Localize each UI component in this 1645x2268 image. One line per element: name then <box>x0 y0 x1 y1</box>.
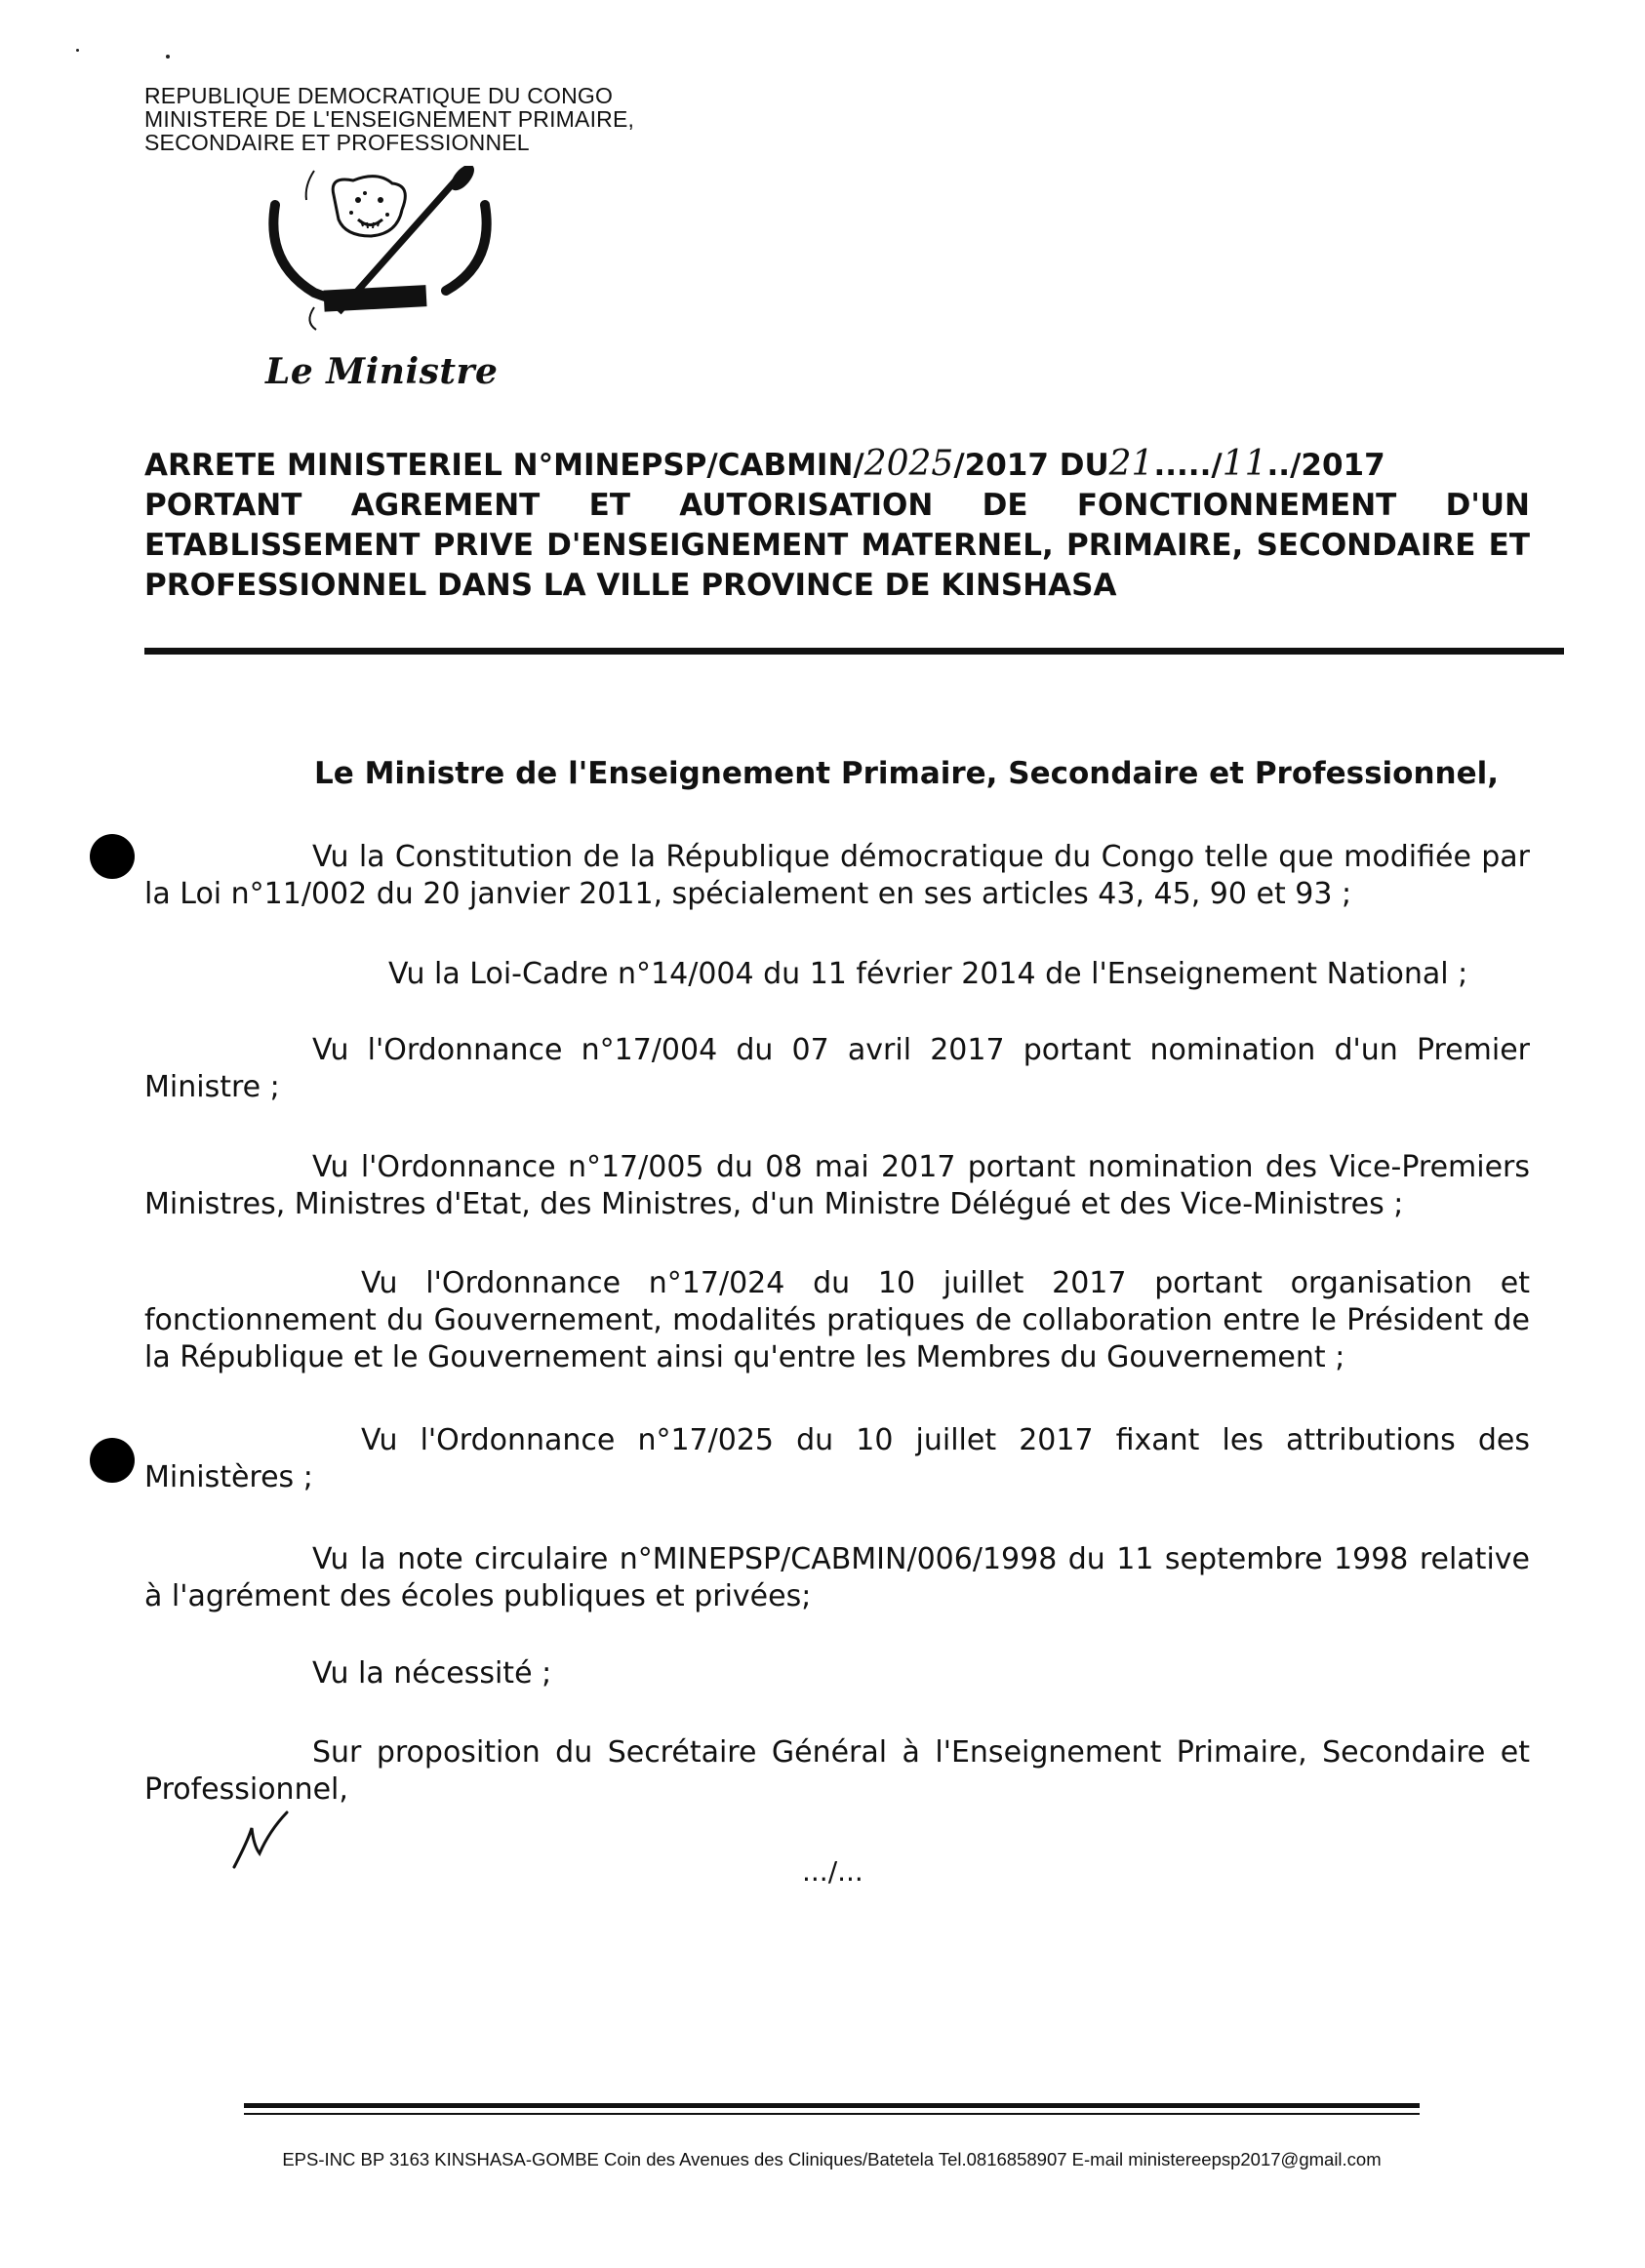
decree-title-line1: ARRETE MINISTERIEL N°MINEPSP/CABMIN/2025/2017 DU21...../11../2017 <box>144 444 1385 484</box>
letterhead-country: REPUBLIQUE DEMOCRATIQUE DU CONGO <box>144 83 614 108</box>
letterhead-ministry: MINISTERE DE L'ENSEIGNEMENT PRIMAIRE, <box>144 106 635 132</box>
paragraph-ordonnance-004: Vu l'Ordonnance n°17/004 du 07 avril 2017 portant nomination d'un Premier Ministre ; <box>144 1033 1530 1104</box>
footer-rule-thin <box>244 2113 1420 2115</box>
decree-month-handwritten: 11 <box>1222 444 1267 484</box>
paragraph-ordonnance-025: Vu l'Ordonnance n°17/025 du 10 juillet 2017 fixant les attributions des Ministères ; <box>144 1423 1530 1494</box>
letterhead <box>144 84 730 154</box>
decree-ref-mid: /2017 DU <box>953 448 1109 483</box>
minister-heading: Le Ministre de l'Enseignement Primaire, Secondaire et Professionnel, <box>314 756 1500 791</box>
decree-title-line4: PROFESSIONNEL DANS LA VILLE PROVINCE DE KINSHASA <box>144 568 1117 603</box>
decree-title <box>144 444 1530 606</box>
paragraph-necessite: Vu la nécessité ; <box>312 1656 552 1691</box>
punch-hole-mark <box>90 1438 135 1483</box>
footer-rule <box>244 2103 1420 2108</box>
office-signature: Le Ministre <box>265 351 499 392</box>
paragraph-constitution: Vu la Constitution de la République démocratique du Congo telle que modifiée par la Loi n°11/002 du 20 janvier 2011, spécialement en ses articles 43, 45, 90 et 93 ; <box>144 840 1530 911</box>
decree-title-line2: PORTANT AGREMENT ET AUTORISATION DE FONCTIONNEMENT D'UN <box>144 488 1530 523</box>
letterhead-ministry-cont: SECONDAIRE ET PROFESSIONNEL <box>144 130 530 155</box>
continuation-mark: .../... <box>802 1855 863 1888</box>
decree-title-line3: ETABLISSEMENT PRIVE D'ENSEIGNEMENT MATERNEL, PRIMAIRE, SECONDAIRE ET <box>144 528 1530 563</box>
paragraph-loi-cadre: Vu la Loi-Cadre n°14/004 du 11 février 2014 de l'Enseignement National ; <box>388 957 1468 991</box>
paragraph-note-circulaire: Vu la note circulaire n°MINEPSP/CABMIN/006/1998 du 11 septembre 1998 relative à l'agrément des écoles publiques et privées; <box>144 1542 1530 1613</box>
footer-address: EPS-INC BP 3163 KINSHASA-GOMBE Coin des Avenues des Cliniques/Batetela Tel.0816858907 E-mail ministereepsp2017@gmail.com <box>282 2149 1382 2169</box>
decree-year: /2017 <box>1290 448 1385 483</box>
decree-number-handwritten: 2025 <box>863 444 954 484</box>
national-emblem-icon <box>256 166 500 332</box>
paragraph-ordonnance-024: Vu l'Ordonnance n°17/024 du 10 juillet 2017 portant organisation et fonctionnement du Gouvernement, modalités pratiques de collaboration entre le Président de la République et le Gouvernement ainsi qu'entre les Membres du Gouvernement ; <box>144 1266 1530 1374</box>
decree-day-handwritten: 21 <box>1108 444 1154 484</box>
scan-speck <box>166 55 170 59</box>
paragraph-ordonnance-005: Vu l'Ordonnance n°17/005 du 08 mai 2017 portant nomination des Vice-Premiers Ministres, Ministres d'Etat, des Ministres, d'un Ministre Délégué et des Vice-Ministres ; <box>144 1150 1530 1221</box>
scan-speck <box>76 49 79 52</box>
punch-hole-mark <box>90 834 135 879</box>
initial-mark-icon <box>230 1807 299 1875</box>
decree-ref-prefix: ARRETE MINISTERIEL N°MINEPSP/CABMIN/ <box>144 448 864 483</box>
paragraph-proposition: Sur proposition du Secrétaire Général à l'Enseignement Primaire, Secondaire et Professionnel, <box>144 1735 1530 1807</box>
title-divider <box>144 648 1564 655</box>
